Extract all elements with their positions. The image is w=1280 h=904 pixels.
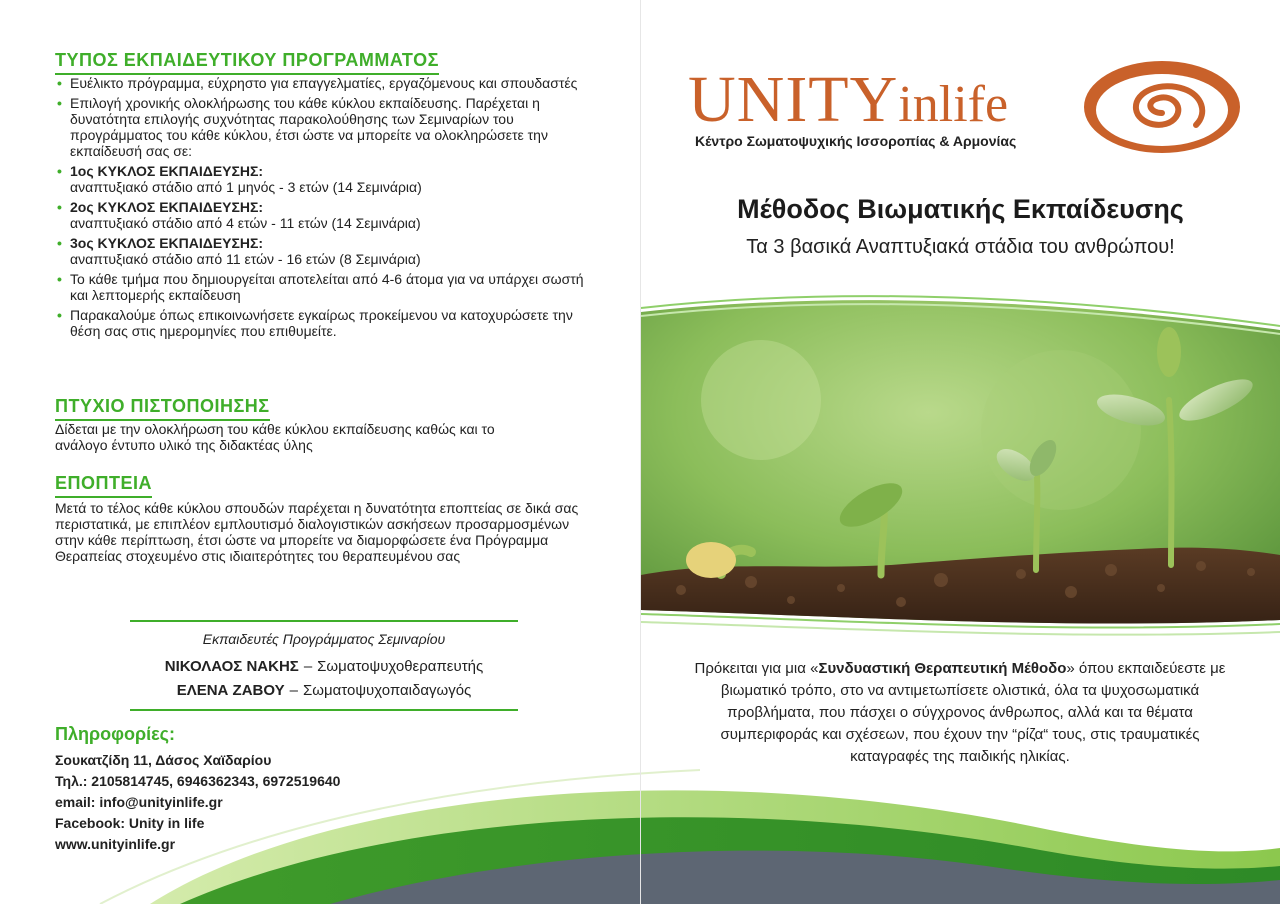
logo-tagline: Κέντρο Σωματοψυχικής Ισσοροπίας & Αρμονίας: [695, 133, 1017, 149]
divider: [130, 709, 518, 711]
contact-facebook[interactable]: Facebook: Unity in life: [55, 815, 205, 831]
program-bullets: [55, 75, 595, 343]
contact-info: [55, 750, 340, 855]
desc-pre: Πρόκειται για μια «: [694, 660, 819, 677]
supervision-text: Μετά το τέλος κάθε κύκλου σπουδών παρέχεται η δυνατότητα εποπτείας σε δικά σας περιστατικά, με επιπλέον εμπλουτισμό διαλογιστικών ασκήσεων προσαρμοσμένων στην κάθε περίπτωση, έτσι ώστε να μπορείτε να διαμορφώσετε ένα Πρόγραμμα Θεραπείας στοχευμένο στις ιδιαιτερότητες του θεραπευμένου σας: [55, 500, 579, 564]
contact-website[interactable]: www.unityinlife.gr: [55, 836, 176, 852]
page-title: Μέθοδος Βιωματικής Εκπαίδευσης: [737, 194, 1184, 224]
contact-title: Πληροφορίες:: [55, 724, 176, 744]
trainer-2: [130, 679, 518, 703]
swirl-logo-icon: [1080, 55, 1245, 160]
trainer-1: [130, 655, 518, 679]
method-description: [690, 658, 1230, 768]
cycle-item-2: [55, 199, 595, 231]
logo: [688, 62, 1008, 138]
cycle-title: 1ος ΚΥΚΛΟΣ ΕΚΠΑΙΔΕΥΣΗΣ:: [70, 163, 264, 179]
trainers-heading: Εκπαιδευτές Προγράμματος Σεμιναρίου: [202, 631, 446, 647]
separator: –: [303, 658, 313, 675]
cycle-title: 2ος ΚΥΚΛΟΣ ΕΚΠΑΙΔΕΥΣΗΣ:: [70, 199, 264, 215]
list-item: • Επιλογή χρονικής ολοκλήρωσης του κάθε κύκλου εκπαίδευσης. Παρέχεται η δυνατότητα επιλογής συχνότητας παρακολούθησης των Σεμιναρίων του προγράμματος του κάθε κύκλου, έτσι ώστε να μπορείτε να ολοκληρώσετε την εκπαίδευσή σας σε:: [55, 95, 595, 159]
trainer-name: ΕΛΕΝΑ ΖΑΒΟΥ: [176, 682, 285, 699]
logo-suffix: inlife: [898, 76, 1009, 133]
divider: [130, 620, 518, 622]
trainer-name: ΝΙΚΟΛΑΟΣ ΝΑΚΗΣ: [164, 658, 299, 675]
contact-phone[interactable]: Τηλ.: 2105814745, 6946362343, 6972519640: [55, 773, 341, 789]
list-item: • Ευέλικτο πρόγραμμα, εύχρηστο για επαγγελματίες, εργαζόμενους και σπουδαστές: [55, 75, 595, 91]
program-type-title: ΤΥΠΟΣ ΕΚΠΑΙΔΕΥΤΙΚΟΥ ΠΡΟΓΡΑΜΜΑΤΟΣ: [55, 50, 439, 75]
cycle-detail: αναπτυξιακό στάδιο από 11 ετών - 16 ετών (8 Σεμινάρια): [70, 251, 421, 267]
contact-address: Σουκατζίδη 11, Δάσος Χαϊδαρίου: [55, 752, 272, 768]
desc-bold: Συνδυαστική Θεραπευτική Μέθοδο: [818, 660, 1067, 677]
certificate-text: Δίδεται με την ολοκλήρωση του κάθε κύκλου εκπαίδευσης καθώς και το ανάλογο έντυπο υλικό της διδακτέας ύλης: [55, 421, 495, 453]
list-item: • Το κάθε τμήμα που δημιουργείται αποτελείται από 4-6 άτομα για να υπάρχει σωστή και λεπτομερής εκπαίδευση: [55, 271, 595, 303]
certificate-title: ΠΤΥΧΙΟ ΠΙΣΤΟΠΟΙΗΣΗΣ: [55, 396, 270, 421]
logo-main: UNITY: [688, 63, 899, 136]
cycle-detail: αναπτυξιακό στάδιο από 4 ετών - 11 ετών (14 Σεμινάρια): [70, 215, 421, 231]
cycle-item-1: [55, 163, 595, 195]
contact-email[interactable]: email: info@unityinlife.gr: [55, 794, 223, 810]
trainers-box: [130, 620, 518, 711]
supervision-title: ΕΠΟΠΤΕΙΑ: [55, 473, 152, 498]
desc-post: » όπου εκπαιδεύεστε με βιωματικό τρόπο, στο να αντιμετωπίσετε ολιστικά, όλα τα ψυχοσωματικά προβλήματα, που πάσχει ο σύγχρονος άνθρωπος, αλλά και τα θέματα συμπεριφοράς και σχέσεων, που έχουν την “ρίζα“ τους, στις τραυματικές καταγραφές της παιδικής ηλικίας.: [720, 660, 1226, 765]
cycle-item-3: [55, 235, 595, 267]
list-item: • Παρακαλούμε όπως επικοινωνήσετε εγκαίρως προκείμενου να κατοχυρώσετε την θέση σας στις ημερομηνίες που επιθυμείτε.: [55, 307, 595, 339]
cycle-detail: αναπτυξιακό στάδιο από 1 μηνός - 3 ετών (14 Σεμινάρια): [70, 179, 422, 195]
trainer-role: Σωματοψυχοπαιδαγωγός: [302, 682, 472, 699]
cycle-title: 3ος ΚΥΚΛΟΣ ΕΚΠΑΙΔΕΥΣΗΣ:: [70, 235, 264, 251]
trainer-role: Σωματοψυχοθεραπευτής: [317, 658, 484, 675]
separator: –: [289, 682, 298, 699]
seedlings-photo: [641, 290, 1280, 640]
page-subtitle: Τα 3 βασικά Αναπτυξιακά στάδια του ανθρώπου!: [746, 236, 1175, 258]
